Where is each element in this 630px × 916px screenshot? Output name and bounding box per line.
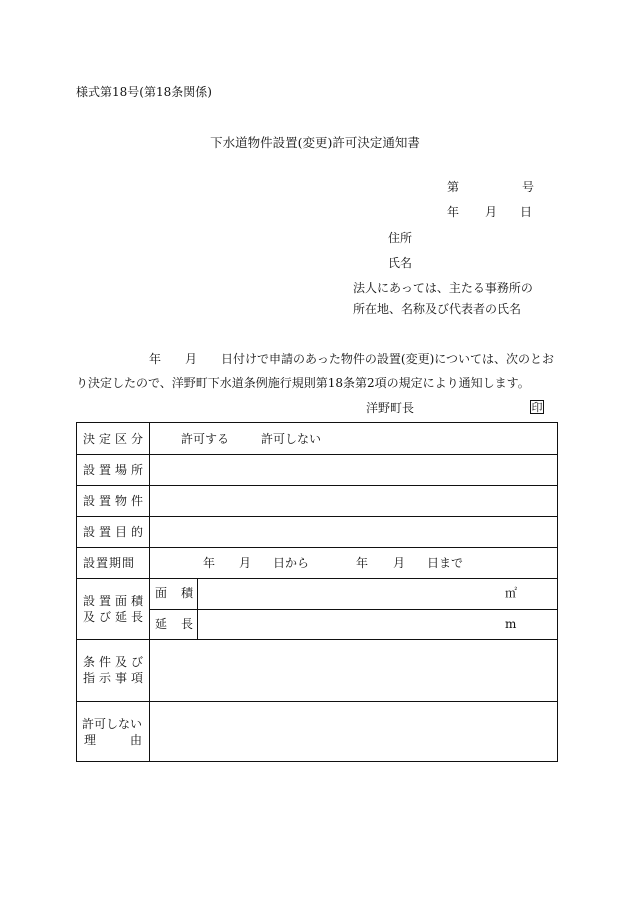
period-from: 日から — [273, 556, 310, 570]
decision-option-deny: 許可しない — [261, 432, 322, 446]
area-length-label-line2: 及び延長 — [83, 610, 148, 624]
body-month: 月 — [185, 352, 198, 366]
area-unit: ㎡ — [505, 586, 518, 600]
period-year2: 年 — [356, 556, 369, 570]
conditions-label-line2: 指示事項 — [83, 671, 148, 685]
body-line2: り決定したので、洋野町下水道条例施行規則第18条第2項の規定により通知します。 — [76, 376, 530, 390]
conditions-label-line1: 条件及び — [83, 655, 148, 669]
period-until: 日まで — [427, 556, 464, 570]
period-month2: 月 — [393, 556, 406, 570]
period-month1: 月 — [239, 556, 252, 570]
reason-label-line2a: 理 — [84, 733, 97, 747]
reason-label-line2b: 由 — [130, 733, 143, 747]
doc-number-go: 号 — [522, 180, 535, 194]
permit-form-table — [76, 422, 558, 762]
period-year1: 年 — [203, 556, 216, 570]
date-month: 月 — [485, 205, 498, 219]
issuer-name: 洋野町長 — [366, 401, 415, 415]
decision-option-permit: 許可する — [181, 432, 230, 446]
doc-number-dai: 第 — [447, 180, 460, 194]
reason-label-line1: 許可しない — [82, 717, 143, 731]
address-label: 住所 — [388, 231, 413, 245]
length-unit: m — [505, 617, 517, 631]
body-line1: 日付けで申請のあった物件の設置(変更)については、次のとお — [221, 352, 555, 366]
length-sublabel: 延長 — [155, 617, 208, 631]
decision-label: 決定区分 — [83, 432, 148, 446]
document-title: 下水道物件設置(変更)許可決定通知書 — [210, 135, 420, 150]
corporate-note-line1: 法人にあっては、主たる事務所の — [353, 281, 533, 295]
object-label: 設置物件 — [83, 494, 148, 508]
area-sublabel: 面積 — [155, 586, 208, 600]
corporate-note-line2: 所在地、名称及び代表者の氏名 — [353, 302, 522, 316]
purpose-label: 設置目的 — [83, 525, 148, 539]
period-label: 設置期間 — [83, 556, 136, 570]
seal-stamp: 印 — [531, 401, 543, 414]
location-label: 設置場所 — [83, 463, 148, 477]
date-day: 日 — [520, 205, 533, 219]
body-year: 年 — [149, 352, 162, 366]
area-length-label-line1: 設置面積 — [83, 594, 148, 608]
name-label: 氏名 — [388, 256, 413, 270]
form-number: 様式第18号(第18条関係) — [76, 85, 212, 99]
date-year: 年 — [447, 205, 460, 219]
